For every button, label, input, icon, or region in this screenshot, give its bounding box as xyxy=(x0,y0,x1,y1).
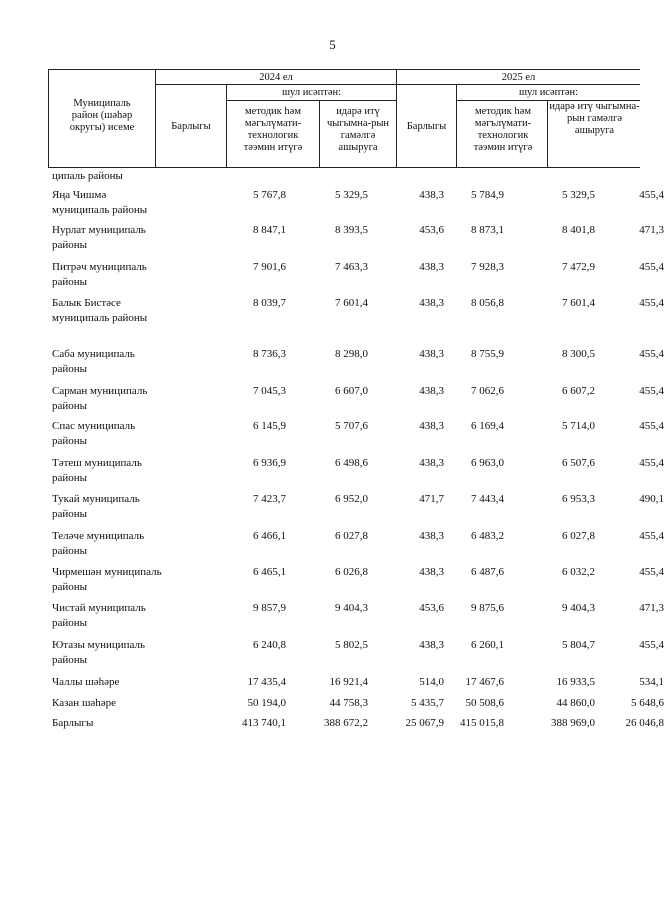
value-2024-admin: 5 435,7 xyxy=(411,697,444,709)
header-admin-2024: идарә итү чыгымна-рын гамәлгә ашыруга xyxy=(326,106,390,153)
row-name: Питрәч муниципаль районы xyxy=(52,261,147,288)
value-2025-total: 17 467,6 xyxy=(465,676,504,688)
header-methodical-2024: методик һәм мәгълүмати-технологик тәэмин итүгә xyxy=(243,106,303,153)
value-2024-methodical: 6 026,8 xyxy=(335,566,368,578)
value-2025-total: 6 169,4 xyxy=(471,420,504,432)
value-2025-total: 415 015,8 xyxy=(460,717,504,729)
header-bottom-border xyxy=(48,167,640,168)
row-name: Балык Бистәсе муниципаль районы xyxy=(52,297,148,324)
row-name: Тукай муниципаль районы xyxy=(52,493,140,520)
value-2024-admin: 438,3 xyxy=(419,566,444,578)
value-2024-total: 50 194,0 xyxy=(247,697,286,709)
value-2024-methodical: 388 672,2 xyxy=(324,717,368,729)
value-2024-total: 8 847,1 xyxy=(253,224,286,236)
value-2024-methodical: 44 758,3 xyxy=(329,697,368,709)
value-2025-methodical: 44 860,0 xyxy=(556,697,595,709)
value-2024-admin: 25 067,9 xyxy=(405,717,444,729)
value-2024-admin: 438,3 xyxy=(419,385,444,397)
value-2024-total: 6 936,9 xyxy=(253,457,286,469)
row-name: Яңа Чишмә муниципаль районы xyxy=(52,189,148,216)
value-2025-methodical: 16 933,5 xyxy=(556,676,595,688)
row-name: Спас муниципаль районы xyxy=(52,420,136,447)
value-2024-total: 9 857,9 xyxy=(253,602,286,614)
value-2025-total: 6 963,0 xyxy=(471,457,504,469)
value-2025-admin: 26 046,8 xyxy=(625,717,664,729)
value-2025-total: 6 483,2 xyxy=(471,530,504,542)
value-2025-admin: 471,3 xyxy=(639,602,664,614)
row-name: Казан шәһәре xyxy=(52,697,117,709)
value-2024-total: 7 901,6 xyxy=(253,261,286,273)
header-total-2024: Барлыгы xyxy=(171,121,211,132)
value-2024-methodical: 16 921,4 xyxy=(329,676,368,688)
value-2024-admin: 438,3 xyxy=(419,639,444,651)
value-2024-total: 5 767,8 xyxy=(253,189,286,201)
value-2024-total: 17 435,4 xyxy=(247,676,286,688)
value-2024-total: 7 423,7 xyxy=(253,493,286,505)
including-row-divider-1 xyxy=(226,100,397,101)
value-2025-total: 7 443,4 xyxy=(471,493,504,505)
value-2025-methodical: 5 329,5 xyxy=(562,189,595,201)
value-2024-admin: 438,3 xyxy=(419,457,444,469)
value-2025-admin: 455,4 xyxy=(639,348,664,360)
value-2025-total: 7 928,3 xyxy=(471,261,504,273)
header-admin-2025: идарә итү чыгымна-рын гамәлгә ашыруга xyxy=(549,101,640,136)
value-2024-admin: 453,6 xyxy=(419,602,444,614)
value-2024-methodical: 6 027,8 xyxy=(335,530,368,542)
value-2025-admin: 455,4 xyxy=(639,297,664,309)
value-2024-methodical: 8 298,0 xyxy=(335,348,368,360)
value-2025-total: 9 875,6 xyxy=(471,602,504,614)
value-2025-total: 50 508,6 xyxy=(465,697,504,709)
header-including-2024: шул исәптән: xyxy=(281,87,342,98)
value-2025-admin: 5 648,6 xyxy=(631,697,664,709)
value-2025-admin: 455,4 xyxy=(639,639,664,651)
value-2025-total: 6 487,6 xyxy=(471,566,504,578)
value-2024-total: 6 145,9 xyxy=(253,420,286,432)
value-2025-methodical: 9 404,3 xyxy=(562,602,595,614)
value-2024-admin: 453,6 xyxy=(419,224,444,236)
value-2024-admin: 438,3 xyxy=(419,189,444,201)
value-2025-methodical: 6 607,2 xyxy=(562,385,595,397)
value-2024-total: 6 240,8 xyxy=(253,639,286,651)
value-2024-admin: 438,3 xyxy=(419,420,444,432)
row-name: Ютазы муниципаль районы xyxy=(52,639,145,666)
value-2025-methodical: 8 300,5 xyxy=(562,348,595,360)
row-name: Теләче муниципаль районы xyxy=(52,530,145,557)
value-2024-admin: 438,3 xyxy=(419,348,444,360)
value-2024-total: 413 740,1 xyxy=(242,717,286,729)
table-top-border xyxy=(48,69,640,70)
value-2024-methodical: 5 707,6 xyxy=(335,420,368,432)
value-2024-methodical: 8 393,5 xyxy=(335,224,368,236)
value-2025-methodical: 8 401,8 xyxy=(562,224,595,236)
value-2025-methodical: 7 472,9 xyxy=(562,261,595,273)
value-2024-admin: 438,3 xyxy=(419,261,444,273)
value-2024-methodical: 7 463,3 xyxy=(335,261,368,273)
value-2024-methodical: 6 498,6 xyxy=(335,457,368,469)
value-2024-methodical: 5 802,5 xyxy=(335,639,368,651)
value-2024-methodical: 6 607,0 xyxy=(335,385,368,397)
value-2024-total: 6 465,1 xyxy=(253,566,286,578)
value-2024-methodical: 9 404,3 xyxy=(335,602,368,614)
page-number: 5 xyxy=(329,37,336,52)
value-2025-methodical: 5 714,0 xyxy=(562,420,595,432)
value-2025-total: 7 062,6 xyxy=(471,385,504,397)
value-2025-total: 8 873,1 xyxy=(471,224,504,236)
value-2025-methodical: 5 804,7 xyxy=(562,639,595,651)
value-2024-admin: 471,7 xyxy=(419,493,444,505)
value-2025-admin: 490,1 xyxy=(639,493,664,505)
year-row-divider xyxy=(155,84,640,85)
table-left-border xyxy=(48,69,49,168)
value-2024-admin: 514,0 xyxy=(419,676,444,688)
value-2025-admin: 455,4 xyxy=(639,420,664,432)
value-2024-admin: 438,3 xyxy=(419,530,444,542)
row-name: Саба муниципаль районы xyxy=(52,348,135,375)
value-2024-total: 8 039,7 xyxy=(253,297,286,309)
value-2025-methodical: 6 032,2 xyxy=(562,566,595,578)
row-name: Чистай муниципаль районы xyxy=(52,602,146,629)
value-2025-admin: 455,4 xyxy=(639,189,664,201)
continuation-label: ципаль районы xyxy=(52,170,123,182)
value-2024-methodical: 5 329,5 xyxy=(335,189,368,201)
value-2025-admin: 455,4 xyxy=(639,457,664,469)
value-2025-admin: 455,4 xyxy=(639,385,664,397)
value-2025-admin: 455,4 xyxy=(639,530,664,542)
col-divider-method2 xyxy=(547,100,548,168)
row-name: Чаллы шәһәре xyxy=(52,676,120,688)
value-2024-admin: 438,3 xyxy=(419,297,444,309)
value-2024-methodical: 6 952,0 xyxy=(335,493,368,505)
header-methodical-2025: методик һәм мәгълүмати-технологик тәэмин итүгә xyxy=(473,106,533,153)
value-2025-methodical: 6 953,3 xyxy=(562,493,595,505)
value-2024-total: 6 466,1 xyxy=(253,530,286,542)
col-divider-method1 xyxy=(319,100,320,168)
value-2024-total: 8 736,3 xyxy=(253,348,286,360)
value-2025-methodical: 6 507,6 xyxy=(562,457,595,469)
row-name: Тәтеш муниципаль районы xyxy=(52,457,142,484)
value-2025-total: 5 784,9 xyxy=(471,189,504,201)
value-2025-admin: 455,4 xyxy=(639,261,664,273)
value-2024-methodical: 7 601,4 xyxy=(335,297,368,309)
value-2025-total: 8 056,8 xyxy=(471,297,504,309)
value-2025-admin: 455,4 xyxy=(639,566,664,578)
header-municipality: Муниципаль район (шәһәр округы) исеме xyxy=(69,98,135,133)
value-2025-methodical: 388 969,0 xyxy=(551,717,595,729)
value-2025-admin: 471,3 xyxy=(639,224,664,236)
row-name: Нурлат муниципаль районы xyxy=(52,224,146,251)
row-name: Сарман муниципаль районы xyxy=(52,385,148,412)
value-2025-methodical: 6 027,8 xyxy=(562,530,595,542)
value-2025-methodical: 7 601,4 xyxy=(562,297,595,309)
value-2025-total: 6 260,1 xyxy=(471,639,504,651)
value-2025-admin: 534,1 xyxy=(639,676,664,688)
header-year-2024: 2024 ел xyxy=(259,72,293,83)
header-year-2025: 2025 ел xyxy=(501,72,536,83)
row-name: Барлыгы xyxy=(52,717,94,729)
value-2024-total: 7 045,3 xyxy=(253,385,286,397)
header-including-2025: шул исәптән: xyxy=(518,87,579,98)
row-name: Чирмешән муниципаль районы xyxy=(52,566,162,593)
value-2025-total: 8 755,9 xyxy=(471,348,504,360)
header-total-2025: Барлыгы xyxy=(406,121,447,132)
